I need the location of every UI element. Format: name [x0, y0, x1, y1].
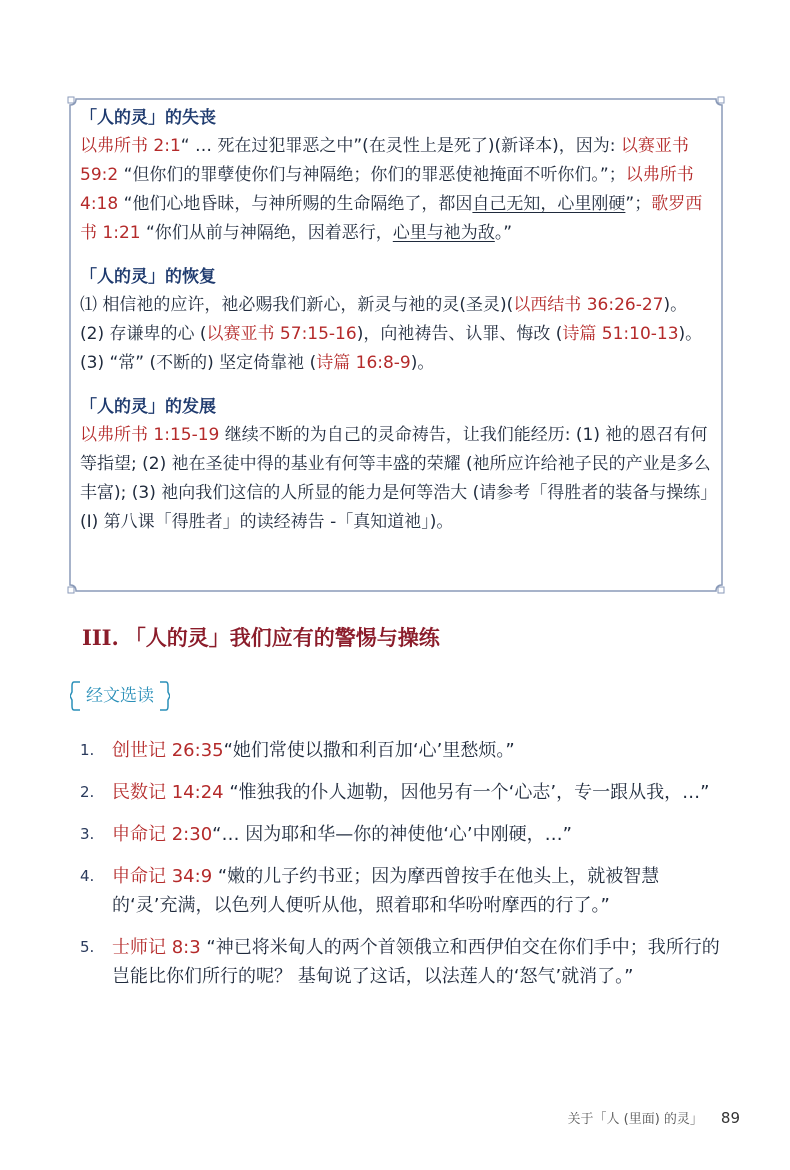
- scripture-ref: 创世记 26:35: [112, 740, 224, 761]
- list-item: [80, 933, 720, 991]
- scripture-ref: 以弗所书 1:15-19: [80, 425, 220, 445]
- scripture-ref: 诗篇 16:8-9: [316, 353, 411, 373]
- section-body-restore: [80, 291, 718, 378]
- info-box: [66, 95, 726, 595]
- scripture-ref: 申命记 34:9: [112, 866, 213, 887]
- underlined-text: 自己无知，心里刚硬: [472, 194, 626, 214]
- verse-text: “神已将米甸人的两个首领俄立和西伊伯交在你们手中；我所行的岂能比你们所行的呢？ 基甸说了这话，以法莲人的‘怒气’就消了。”: [112, 937, 720, 987]
- section-title-loss: 「人的灵」的失丧: [80, 108, 216, 128]
- list-item: [80, 862, 720, 920]
- list-item: [80, 778, 720, 807]
- restore-line: (3) “常” (不断的) 坚定倚靠祂 (诗篇 16:8-9)。: [80, 353, 435, 373]
- item-number: 3.: [80, 825, 95, 843]
- verse-text: “她们常使以撒和利百加‘心’里愁烦。”: [223, 740, 515, 761]
- verse-text: “他们心地昏昧，与神所赐的生命隔绝了，都因: [118, 194, 473, 214]
- verse-text: “… 因为耶和华—你的神使他‘心’中刚硬，…”: [212, 824, 572, 845]
- section-body-develop: [80, 421, 718, 537]
- scripture-ref: 以弗所书 4:18: [80, 165, 694, 214]
- verse-text: “但你们的罪孽使你们与神隔绝；你们的罪恶使祂掩面不听你们。”；: [118, 165, 626, 185]
- verse-text: “惟独我的仆人迦勒，因他另有一个‘心志’，专一跟从我，…”: [223, 782, 710, 803]
- verse-text: 继续不断的为自己的灵命祷告，让我们能经历: (1) 祂的恩召有何等指望; (2) 祂在圣徒中得的基业有何等丰盛的荣耀 (祂所应许给祂子民的产业是多么丰富); (3) 祂向我们这信的人所显的能力是何等浩大 (请参考「得胜者的装备与操练」(I) 第八课「得胜者」的读经祷告 -「真知道祂」)。: [80, 425, 718, 532]
- page-number: 89: [720, 1109, 740, 1127]
- verse-list: [80, 736, 720, 1004]
- underlined-text: 心里与祂为敌: [392, 223, 495, 243]
- heading-numeral: III.: [82, 625, 119, 650]
- scripture-ref: 歌罗西书 1:21: [80, 194, 703, 243]
- verse-text: 。”: [494, 223, 513, 243]
- scripture-reading-tag: [70, 680, 170, 712]
- list-item: [80, 736, 720, 765]
- scripture-ref: 申命记 2:30: [112, 824, 213, 845]
- verse-text: “嫩的儿子约书亚；因为摩西曾按手在他头上，就被智慧的‘灵’充满，以色列人便听从他，照着耶和华吩咐摩西的行了。”: [112, 866, 660, 916]
- section-title-restore: 「人的灵」的恢复: [80, 267, 216, 287]
- section-title-develop: 「人的灵」的发展: [80, 397, 216, 417]
- item-number: 5.: [80, 938, 95, 956]
- list-item: [80, 820, 720, 849]
- scripture-ref: 以弗所书 2:1: [80, 136, 181, 156]
- tag-label: 经文选读: [86, 686, 154, 706]
- section-heading: [82, 622, 440, 654]
- scripture-ref: 诗篇 51:10-13: [562, 324, 679, 344]
- scripture-ref: 以赛亚书 59:2: [80, 136, 689, 185]
- scripture-ref: 以西结书 36:26-27: [513, 295, 664, 315]
- page-footer: [567, 1108, 740, 1130]
- scripture-ref: 民数记 14:24: [112, 782, 224, 803]
- restore-line: (2) 存谦卑的心 (以赛亚书 57:15-16)，向祂祷告、认罪、悔改 (诗篇 51:10-13)。: [80, 324, 703, 344]
- restore-line: ⑴ 相信祂的应许，祂必赐我们新心，新灵与祂的灵(圣灵)(以西结书 36:26-27)。: [80, 295, 688, 315]
- section-body-loss: [80, 132, 718, 248]
- item-number: 4.: [80, 867, 95, 885]
- heading-text: 「人的灵」我们应有的警惕与操练: [124, 626, 440, 650]
- verse-text: ”；: [625, 194, 652, 214]
- item-number: 1.: [80, 741, 95, 759]
- item-number: 2.: [80, 783, 95, 801]
- footer-title: 关于「人 (里面) 的灵」: [567, 1112, 703, 1127]
- scripture-ref: 士师记 8:3: [112, 937, 201, 958]
- verse-text: “你们从前与神隔绝，因着恶行，: [140, 223, 393, 243]
- verse-text: “ … 死在过犯罪恶之中”(在灵性上是死了)(新译本)，因为:: [180, 136, 621, 156]
- scripture-ref: 以赛亚书 57:15-16: [206, 324, 357, 344]
